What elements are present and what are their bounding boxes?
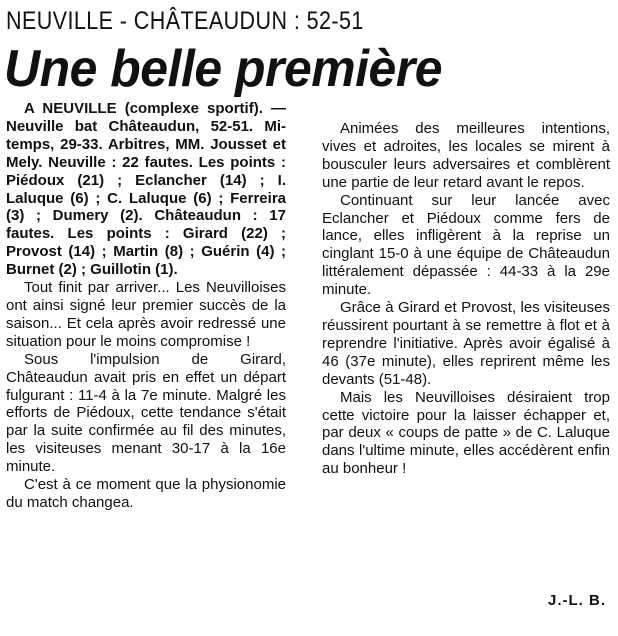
lead-paragraph: A NEUVILLE (complexe sportif). — Neuville bat Châteaudun, 52-51. Mi-temps, 29-33. Arbitres, MM. Jousset et Mely. Neuville : 22 fautes. Les points : Piédoux (21) ; Eclancher (14) ; I. Laluque (6) ; C. Laluque (6) ; Ferreira (3) ; Dumery (2). Châteaudun : 17 fautes. Les points : Girard (22) ; Provost (14) ; Martin (8) ; Guérin (4) ; Burnet (2) ; Guillotin (1). bbox=[6, 100, 286, 279]
body-paragraph: Continuant sur leur lancée avec Eclancher et Piédoux comme fers de lance, elles infligèrent à la reprise un cinglant 15-0 à une équipe de Châteaudun littéralement dépassée : 44-33 à la 29e minute. bbox=[322, 191, 610, 299]
headline: Une belle première bbox=[4, 40, 443, 98]
author-signature: J.-L. B. bbox=[547, 592, 606, 609]
score-kicker: NEUVILLE - CHÂTEAUDUN : 52-51 bbox=[6, 7, 364, 35]
body-paragraph: Grâce à Girard et Provost, les visiteuses réussirent pourtant à se remettre à flot et à reprendre l'initiative. Après avoir égalisé à 46 (37e minute), elles reprirent même les devants (51-48). bbox=[322, 299, 610, 388]
body-paragraph: Tout finit par arriver... Les Neuvilloises ont ainsi signé leur premier succès de la saison... Et cela après avoir redressé une situation pour le moins compromise ! bbox=[6, 279, 286, 350]
body-paragraph: C'est à ce moment que la physionomie du match changea. bbox=[6, 476, 286, 511]
body-paragraph: Sous l'impulsion de Girard, Châteaudun avait pris en effet un départ fulgurant : 11-4 à la 7e minute. Malgré les efforts de Piédoux, cette tendance s'était par la suite confirmée au fil des minutes, les visiteuses menant 30-17 à la 16e minute. bbox=[6, 350, 286, 476]
body-paragraph: Animées des meilleures intentions, vives et adroites, les locales se mirent à bousculer leurs adversaires et comblèrent une partie de leur retard avant le repos. bbox=[322, 120, 610, 191]
article-column-right bbox=[322, 120, 610, 478]
article-column-left bbox=[6, 100, 286, 512]
body-paragraph: Mais les Neuvilloises désiraient trop cette victoire pour la laisser échapper et, par deux « coups de patte » de C. Laluque dans l'ultime minute, elles accédèrent enfin au bonheur ! bbox=[322, 388, 610, 478]
